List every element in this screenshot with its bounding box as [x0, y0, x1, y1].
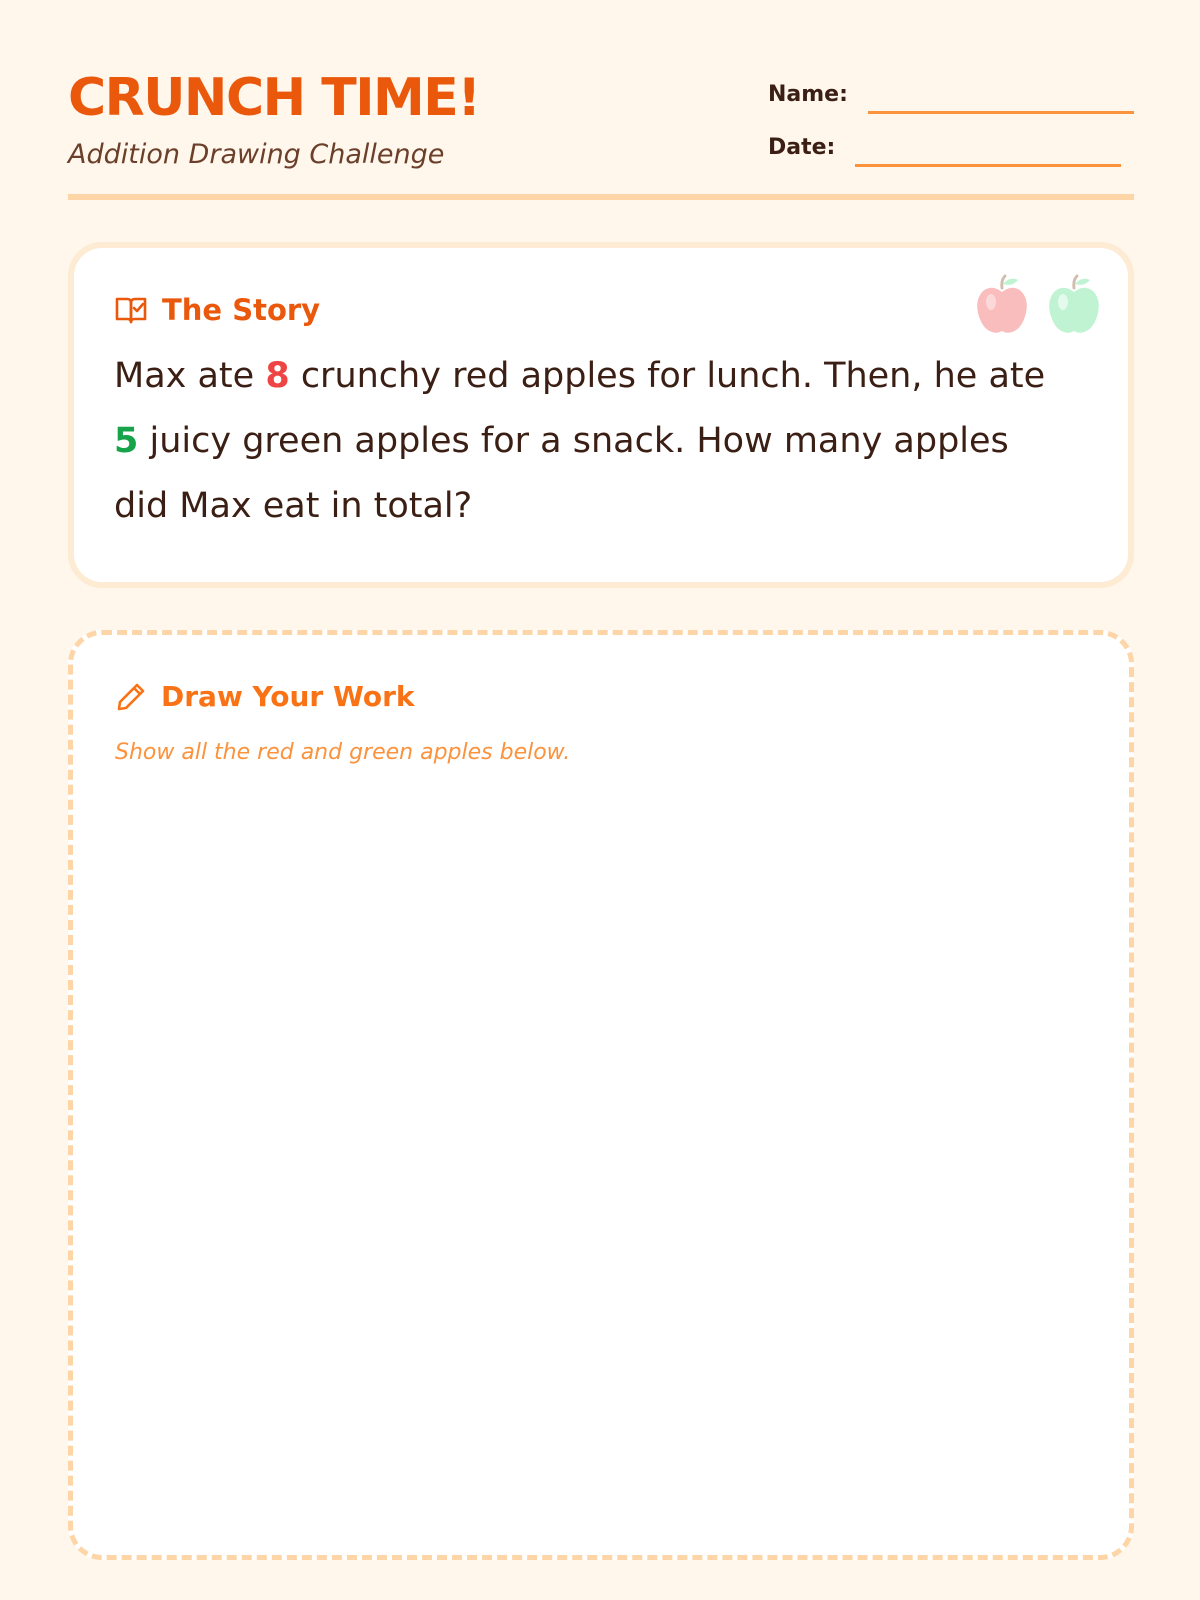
draw-instruction: Show all the red and green apples below.	[115, 740, 571, 765]
story-text	[114, 344, 1074, 539]
date-field[interactable]	[768, 133, 1121, 163]
story-text-part3: juicy green apples for a snack. How many apples did Max eat in total?	[114, 421, 1009, 526]
date-label: Date:	[768, 135, 836, 160]
story-text-part2: crunchy red apples for lunch. Then, he ate	[289, 356, 1046, 396]
apple-decoration	[974, 274, 1102, 336]
red-apple-icon	[974, 274, 1030, 336]
page-subtitle: Addition Drawing Challenge	[68, 139, 445, 170]
green-apple-count: 5	[114, 421, 139, 461]
story-header	[114, 292, 320, 328]
story-card	[68, 242, 1134, 588]
worksheet-header	[68, 60, 1134, 200]
draw-header	[115, 679, 415, 715]
page-title: CRUNCH TIME!	[68, 68, 480, 128]
red-apple-count: 8	[265, 356, 290, 396]
green-apple-icon	[1046, 274, 1102, 336]
draw-heading: Draw Your Work	[161, 680, 415, 713]
name-label: Name:	[768, 82, 848, 107]
name-field[interactable]	[768, 80, 1134, 110]
drawing-canvas[interactable]	[93, 785, 1109, 1535]
book-check-icon	[114, 295, 148, 325]
story-heading: The Story	[162, 293, 321, 327]
name-input-line[interactable]	[868, 111, 1134, 114]
story-text-part1: Max ate	[114, 356, 266, 396]
pencil-icon	[115, 681, 147, 713]
date-input-line[interactable]	[855, 164, 1121, 167]
draw-area	[68, 630, 1134, 1560]
